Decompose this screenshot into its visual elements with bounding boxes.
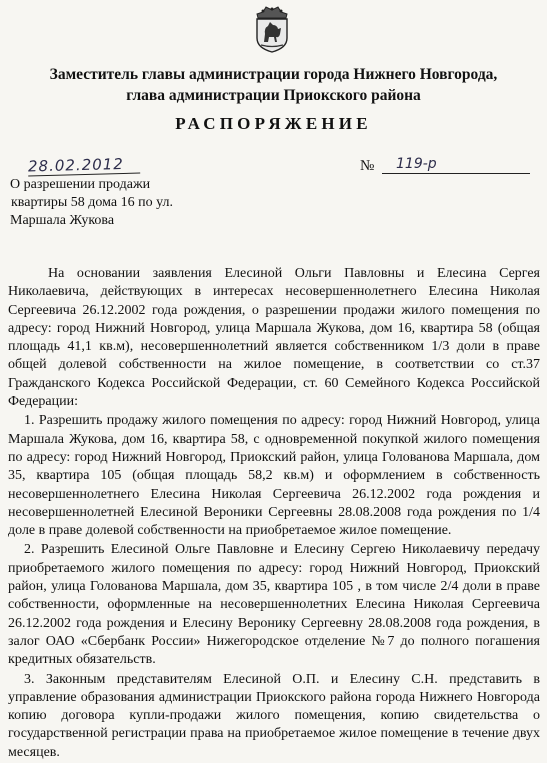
order-item-1: 1. Разрешить продажу жилого помещения по адресу: город Нижний Новгород, улица Маршала Жукова, дом 16, квартира 58, с одновременной покупкой жилого помещения по адресу: город Нижний Новгород, Приокский район, улица Голованова Маршала, дом 35, квартира 105 (общая площадь 58,2 кв.м) и оформлением в собственность несовершеннолетнего Елесина Николая Сергеевича 26.12.2002 года рождения и несовершеннолетней Елесиной Вероники Сергеевны 28.08.2008 года рождения по 1/4 доле в праве долевой собственности на приобретаемое жилое помещение. <box>8 413 540 539</box>
document-number: 119-р <box>382 156 530 174</box>
subject-line-1: О разрешении продажи <box>10 177 151 192</box>
order-item-2: 2. Разрешить Елесиной Ольге Павловне и Елесину Сергею Николаевичу передачу приобретаемого жилого помещения по адресу: город Нижний Новгород, Приокский район, улица Голованова Маршала, дом 35, квартира 105 , в том числе 2/4 доли в праве собственности, оформленные на несовершеннолетних Елесина Николая Сергеевича 26.12.2002 года рождения и Елесину Веронику Сергеевну 28.08.2008 года рождения, в залог ОАО «Сбербанк России» Нижегородское отделение №7 до полного погашения кредитных обязательств. <box>8 542 540 668</box>
order-item-3: 3. Законным представителям Елесиной О.П. и Елесину С.Н. представить в управление образования администрации Приокского района города Нижнего Новгорода копию договора купли-продажи жилого помещения, копию свидетельства о государственной регистрации права на приобретаемое жилое помещение в течение двух месяцев. <box>8 671 540 760</box>
document-date: 28.02.2012 <box>28 156 140 177</box>
authority-line-2: глава администрации Приокского района <box>126 87 421 104</box>
document-type-title: РАСПОРЯЖЕНИЕ <box>175 114 372 133</box>
subject-line-2: квартиры 58 дома 16 по ул. <box>11 195 173 210</box>
number-sign: № <box>360 158 375 174</box>
authority-line-1: Заместитель главы администрации города Нижнего Новгорода, <box>49 66 498 83</box>
subject-line-3: Маршала Жукова <box>10 213 115 228</box>
coat-of-arms-icon <box>251 4 293 54</box>
document-subject <box>10 176 173 230</box>
preamble-paragraph: На основании заявления Елесиной Ольги Павловны и Елесина Сергея Николаевича, действующих в интересах несовершеннолетнего Елесина Николая Сергеевича 26.12.2002 года рождения, о разрешении продажи жилого помещения по адресу: город Нижний Новгород, улица Маршала Жукова, дом 16, квартира 58 (общая площадь 41,1 кв.м), несовершеннолетний является собственником 1/3 доли в праве общей долевой собственности на жилое помещение, в соответствии со ст.37 Гражданского Кодекса Российской Федерации, ст. 60 Семейного Кодекса Российской Федерации: <box>8 266 540 410</box>
document-body <box>8 265 540 763</box>
issuing-authority <box>0 64 547 106</box>
